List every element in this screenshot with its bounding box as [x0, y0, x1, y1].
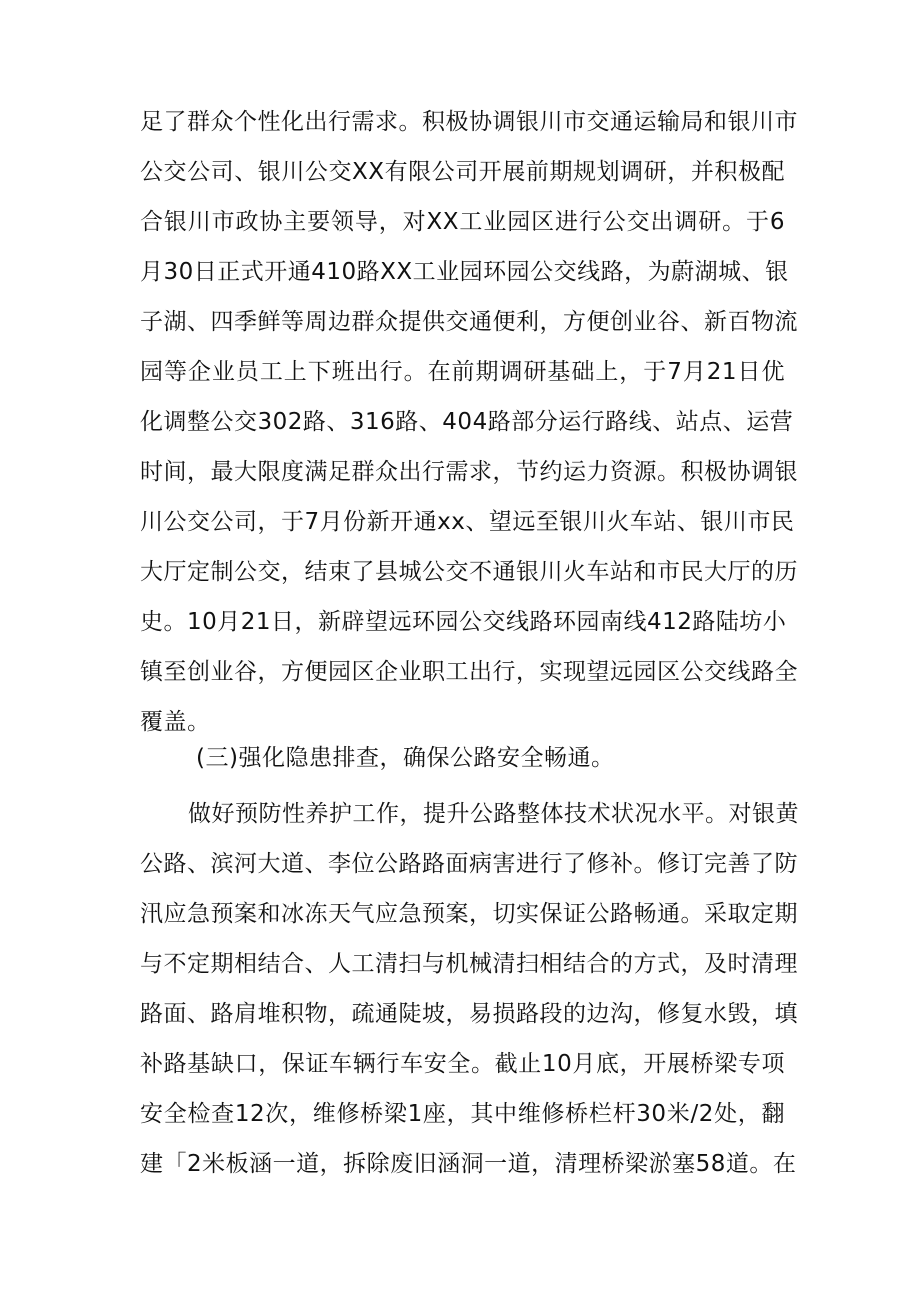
paragraph-line: 建「2米板涵一道，拆除废旧涵洞一道，清理桥梁淤塞58道。在 [140, 1151, 797, 1177]
paragraph-line: 做好预防性养护工作，提升公路整体技术状况水平。对银黄 [188, 801, 799, 827]
paragraph-line: 园等企业员工上下班出行。在前期调研基础上，于7月21日优 [140, 359, 785, 385]
paragraph-line: 与不定期相结合、人工清扫与机械清扫相结合的方式，及时清理 [140, 951, 798, 977]
paragraph-line: 镇至创业谷，方便园区企业职工出行，实现望远园区公交线路全 [140, 659, 798, 685]
paragraph-line: 补路基缺口，保证车辆行车安全。截止10月底，开展桥梁专项 [140, 1051, 785, 1077]
paragraph-line: 化调整公交302路、316路、404路部分运行路线、站点、运营 [140, 409, 794, 435]
paragraph-line: 史。10月21日，新辟望远环园公交线路环园南线412路陆坊小 [140, 609, 787, 635]
paragraph-line: 路面、路肩堆积物，疏通陡坡，易损路段的边沟，修复水毁，填 [140, 1001, 798, 1027]
paragraph-line: 覆盖。 [140, 709, 211, 735]
paragraph-line: 公路、滨河大道、李位公路路面病害进行了修补。修订完善了防 [140, 851, 798, 877]
paragraph-line: 足了群众个性化出行需求。积极协调银川市交通运输局和银川市 [140, 109, 798, 135]
section-heading: (三)强化隐患排查，确保公路安全畅通。 [196, 745, 615, 771]
paragraph-line: 合银川市政协主要领导，对XX工业园区进行公交出调研。于6 [140, 209, 785, 235]
paragraph-line: 公交公司、银川公交XX有限公司开展前期规划调研，并积极配 [140, 159, 785, 185]
paragraph-line: 子湖、四季鲜等周边群众提供交通便利，方便创业谷、新百物流 [140, 309, 798, 335]
paragraph-line: 汛应急预案和冰冻天气应急预案，切实保证公路畅通。采取定期 [140, 901, 798, 927]
paragraph-line: 川公交公司，于7月份新开通xx、望远至银川火车站、银川市民 [140, 509, 795, 535]
paragraph-line: 大厅定制公交，结束了县城公交不通银川火车站和市民大厅的历 [140, 559, 798, 585]
paragraph-line: 安全检查12次，维修桥梁1座，其中维修桥栏杆30米/2处，翻 [140, 1101, 785, 1127]
paragraph-line: 时间，最大限度满足群众出行需求，节约运力资源。积极协调银 [140, 459, 798, 485]
paragraph-line: 月30日正式开通410路XX工业园环园公交线路，为蔚湖城、银 [140, 259, 789, 285]
